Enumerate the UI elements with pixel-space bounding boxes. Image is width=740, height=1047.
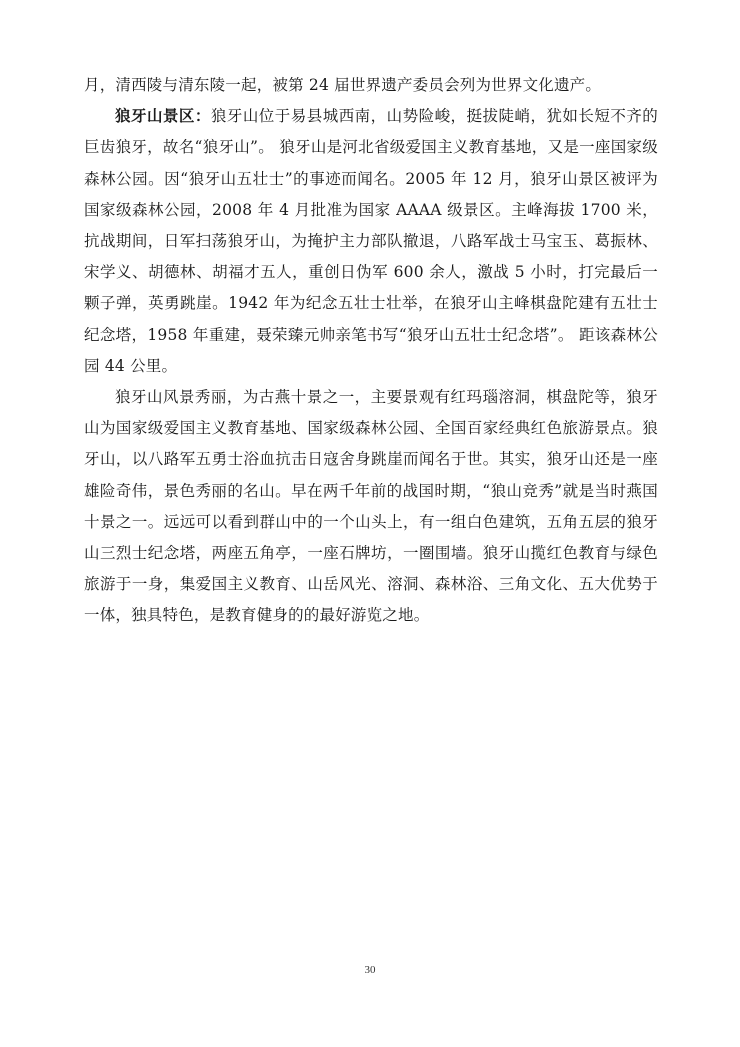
paragraph-langyashan — [84, 101, 658, 382]
paragraph-continuation — [84, 70, 658, 101]
paragraph-text: 月，清西陵与清东陵一起，被第 24 届世界遗产委员会列为世界文化遗产。 — [84, 76, 602, 94]
section-heading: 狼牙山景区： — [115, 107, 211, 126]
document-body — [84, 70, 658, 632]
paragraph-scenery — [84, 382, 658, 632]
page-number: 30 — [364, 964, 376, 976]
paragraph-text: 狼牙山位于易县城西南，山势险峻，挺拔陡峭，犹如长短不齐的巨齿狼牙，故名“狼牙山”。 狼牙山是河北省级爱国主义教育基地，又是一座国家级森林公园。因“狼牙山五壮士”的事迹而闻名。2005 年 12 月，狼牙山景区被评为国家级森林公园，2008 年 4 月批准为国家 AAAA 级景区。主峰海拔 1700 米，抗战期间，日军扫荡狼牙山，为掩护主力部队撤退，八路军战士马宝玉、葛振林、宋学义、胡德林、胡福才五人，重创日伪军 600 余人，激战 5 小时，打完最后一颗子弹，英勇跳崖。1942 年为纪念五壮士壮举，在狼牙山主峰棋盘陀建有五壮士纪念塔，1958 年重建，聂荣臻元帅亲笔书写“狼牙山五壮士纪念塔”。 距该森林公园 44 公里。 — [84, 107, 658, 375]
paragraph-text: 狼牙山风景秀丽，为古燕十景之一，主要景观有红玛瑙溶洞，棋盘陀等，狼牙山为国家级爱国主义教育基地、国家级森林公园、全国百家经典红色旅游景点。狼牙山，以八路军五勇士浴血抗击日寇舍身跳崖而闻名于世。其实，狼牙山还是一座雄险奇伟，景色秀丽的名山。早在两千年前的战国时期，“狼山竞秀”就是当时燕国十景之一。远远可以看到群山中的一个山头上，有一组白色建筑，五角五层的狼牙山三烈士纪念塔，两座五角亭，一座石牌坊，一圈围墙。狼牙山揽红色教育与绿色旅游于一身，集爱国主义教育、山岳风光、溶洞、森林浴、三角文化、五大优势于一体，独具特色，是教育健身的的最好游览之地。 — [84, 388, 658, 625]
